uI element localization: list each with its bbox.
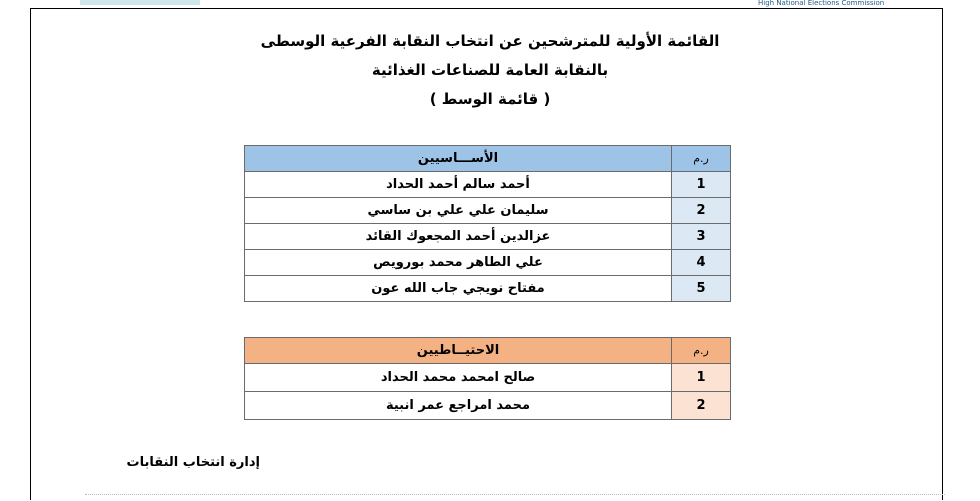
header-logo-mark	[80, 0, 200, 5]
primary-candidates-table	[244, 145, 731, 302]
row-number: 1	[672, 172, 731, 198]
document-title-block	[0, 32, 980, 119]
row-number: 2	[672, 392, 731, 420]
candidate-name: عزالدين أحمد المجعوك القائد	[245, 224, 672, 250]
title-line-3: ( قائمة الوسط )	[429, 90, 551, 108]
candidate-name: أحمد سالم أحمد الحداد	[245, 172, 672, 198]
table-row	[245, 364, 731, 392]
candidate-name: علي الطاهر محمد بورويص	[245, 250, 672, 276]
row-number: 1	[672, 364, 731, 392]
name-column-header: الاحتيــاطيين	[245, 338, 672, 364]
candidate-name: سليمان علي علي بن ساسي	[245, 198, 672, 224]
candidate-name: مفتاح نويجي جاب الله عون	[245, 276, 672, 302]
row-number: 2	[672, 198, 731, 224]
title-line-1: القائمة الأولية للمترشحين عن انتخاب النقابة الفرعية الوسطى	[260, 32, 720, 50]
num-column-header: ر.م	[672, 338, 731, 364]
row-number: 4	[672, 250, 731, 276]
table-header-row	[245, 146, 731, 172]
candidate-name: صالح امحمد محمد الحداد	[245, 364, 672, 392]
num-column-header: ر.م	[672, 146, 731, 172]
table-row	[245, 392, 731, 420]
title-line-2: بالنقابة العامة للصناعات الغذائية	[371, 61, 609, 79]
table-header-row	[245, 338, 731, 364]
table-row	[245, 198, 731, 224]
row-number: 3	[672, 224, 731, 250]
commission-name: High National Elections Commission	[758, 0, 885, 7]
page-frame-top	[30, 8, 943, 9]
name-column-header: الأســـاسيين	[245, 146, 672, 172]
table-row	[245, 250, 731, 276]
table-row	[245, 172, 731, 198]
row-number: 5	[672, 276, 731, 302]
candidate-name: محمد امراجع عمر انبية	[245, 392, 672, 420]
issuing-department: إدارة انتخاب النقابات	[126, 455, 260, 470]
reserve-candidates-table	[244, 337, 731, 420]
table-row	[245, 224, 731, 250]
table-row	[245, 276, 731, 302]
